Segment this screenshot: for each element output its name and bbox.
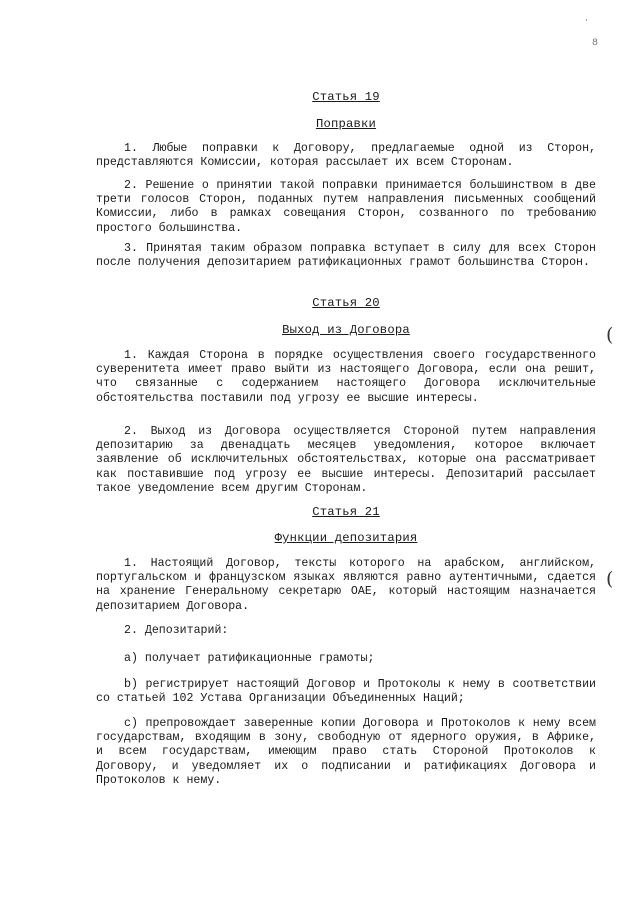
- article-20-title: Статья 20: [312, 296, 380, 310]
- document-page: [96, 0, 599, 905]
- article-19-paragraph-1: 1. Любые поправки к Договору, предлагаемые одной из Сторон, представляются Комиссии, которая рассылает их всем Сторонам.: [96, 142, 596, 170]
- article-21-item-b: b) регистрирует настоящий Договор и Протоколы к нему в соответствии со статьей 102 Устава Организации Объединенных Наций;: [96, 678, 596, 706]
- scan-mark: ·: [584, 16, 589, 25]
- margin-mark: (: [606, 324, 614, 346]
- article-21-paragraph-2: 2. Депозитарий:: [124, 624, 229, 637]
- article-21-title: Статья 21: [312, 505, 380, 519]
- page-number: 8: [592, 38, 599, 49]
- article-21-item-c: c) препровождает заверенные копии Договора и Протоколов к нему всем государствам, входящим в зону, свободную от ядерного оружия, в Африке, и всем государствам, имеющим право стать Стороной Протоколов к Договору, и уведомляет их о подписании и ратификациях Договора и Протоколов к нему.: [96, 717, 596, 787]
- article-20-subtitle: Выход из Договора: [282, 323, 410, 337]
- article-21-item-a: a) получает ратификационные грамоты;: [124, 652, 375, 665]
- article-19-paragraph-2: 2. Решение о принятии такой поправки принимается большинством в две трети голосов Сторон, поданных путем направления письменных сообщений Комиссии, либо в рамках совещания Сторон, созванного по требованию простого большинства.: [96, 179, 596, 235]
- article-21-paragraph-1: 1. Настоящий Договор, тексты которого на арабском, английском, португальском и французском языках являются равно аутентичными, сдается на хранение Генеральному секретарю ОАЕ, который настоящим назначается депозитарием Договора.: [96, 557, 596, 613]
- article-19-title: Статья 19: [312, 90, 380, 104]
- article-19-subtitle: Поправки: [315, 117, 377, 131]
- article-20-paragraph-1: 1. Каждая Сторона в порядке осуществления своего государственного суверенитета имеет право выйти из настоящего Договора, если она решит, что связанные с содержанием настоящего Договора исключительные обстоятельства поставили под угрозу ее высшие интересы.: [96, 349, 596, 405]
- article-19-paragraph-3: 3. Принятая таким образом поправка вступает в силу для всех Сторон после получения депозитарием ратификационных грамот большинства Сторон.: [96, 242, 596, 270]
- article-20-paragraph-2: 2. Выход из Договора осуществляется Стороной путем направления депозитарию за двенадцать месяцев уведомления, которое включает заявление об исключительных обстоятельствах, которые она рассматривает как поставившие под угрозу ее высшие интересы. Депозитарий рассылает такое уведомление всем другим Сторонам.: [96, 425, 596, 495]
- margin-mark: (: [606, 568, 614, 590]
- article-21-subtitle: Функции депозитария: [274, 531, 418, 545]
